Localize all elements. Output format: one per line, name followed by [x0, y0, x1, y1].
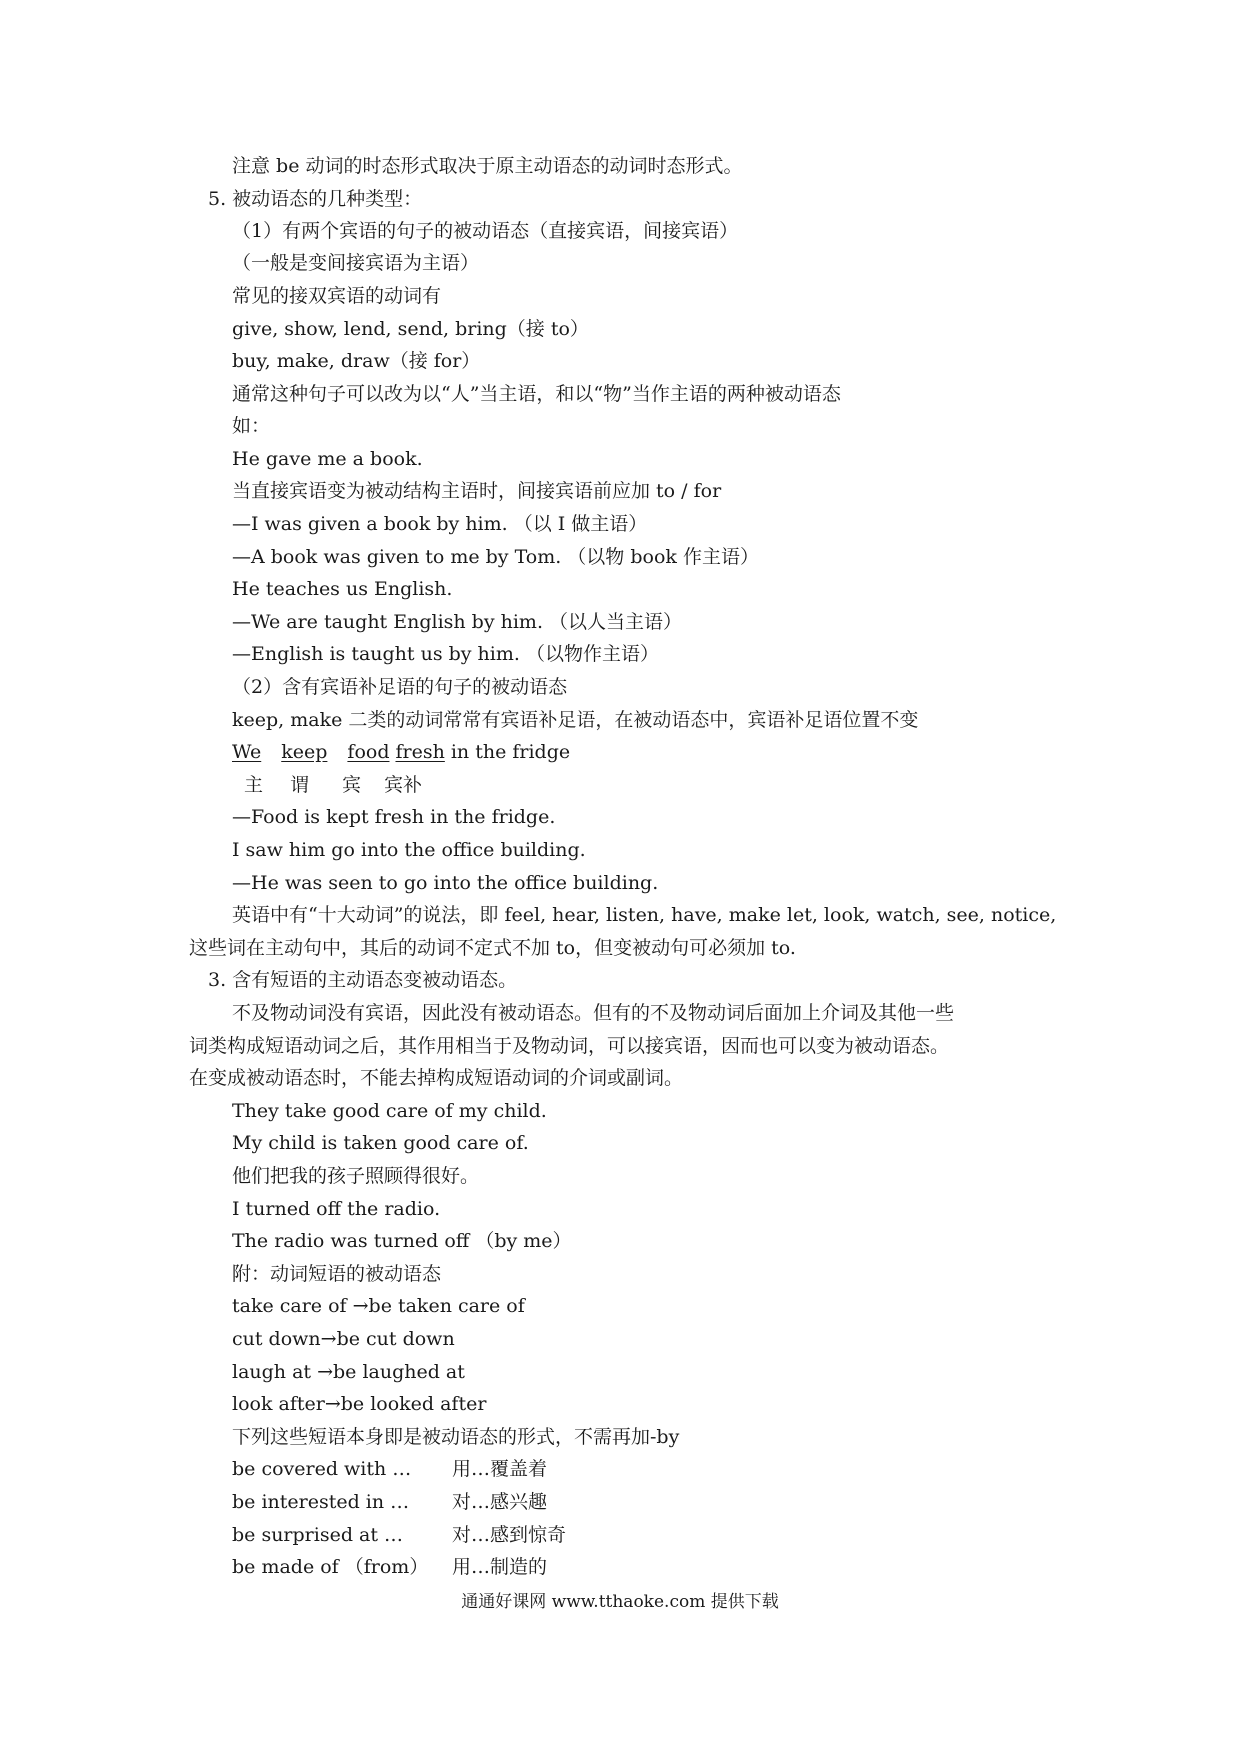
word-rest: in the fridge: [450, 741, 571, 763]
subsection-heading: （1）有两个宾语的句子的被动语态（直接宾语，间接宾语）: [232, 220, 739, 242]
subsection-heading: （2）含有宾语补足语的句子的被动语态: [232, 676, 568, 698]
example-line: They take good care of my child.: [232, 1100, 547, 1122]
phrase-zh: 对…感到惊奇: [452, 1524, 567, 1546]
section-heading: 3. 含有短语的主动语态变被动语态。: [208, 969, 518, 991]
text-line: 附：动词短语的被动语态: [232, 1263, 442, 1285]
example-line: My child is taken good care of.: [232, 1132, 529, 1154]
phrase-line: look after→be looked after: [232, 1393, 487, 1415]
example-line: —A book was given to me by Tom. （以物 book 作主语）: [232, 546, 759, 568]
text-line: 注意 be 动词的时态形式取决于原主动语态的动词时态形式。: [232, 155, 743, 177]
text-line: give, show, lend, send, bring（接 to）: [232, 318, 589, 340]
section-heading: 5. 被动语态的几种类型：: [208, 188, 423, 210]
example-line: The radio was turned off （by me）: [232, 1230, 572, 1252]
role-complement: 宾补: [384, 774, 423, 796]
phrase-zh: 对…感兴趣: [452, 1491, 548, 1513]
word-complement: fresh: [395, 741, 445, 763]
example-line: —English is taught us by him. （以物作主语）: [232, 643, 659, 665]
text-line: buy, make, draw（接 for）: [232, 350, 481, 372]
phrase-en: be made of （from）: [232, 1556, 429, 1578]
text-line: 常见的接双宾语的动词有: [232, 285, 442, 307]
text-line: 如：: [232, 415, 271, 437]
example-sentence-words: [232, 739, 570, 765]
paragraph-line: 词类构成短语动词之后，其作用相当于及物动词，可以接宾语，因而也可以变为被动语态。: [189, 1035, 950, 1057]
phrase-en: be covered with …: [232, 1458, 412, 1480]
text-line: 这些词在主动句中，其后的动词不定式不加 to，但变被动句可必须加 to.: [189, 937, 796, 959]
text-line: 当直接宾语变为被动结构主语时，间接宾语前应加 to / for: [232, 480, 722, 502]
example-line: —I was given a book by him. （以 I 做主语）: [232, 513, 648, 535]
phrase-zh: 用…制造的: [452, 1556, 548, 1578]
phrase-line: take care of →be taken care of: [232, 1295, 525, 1317]
role-subject: 主: [244, 774, 264, 796]
word-verb: keep: [281, 741, 328, 763]
example-line: He teaches us English.: [232, 578, 453, 600]
word-subject: We: [232, 741, 262, 763]
text-line: 通常这种句子可以改为以“人”当主语，和以“物”当作主语的两种被动语态: [232, 383, 841, 405]
example-line: —We are taught English by him. （以人当主语）: [232, 611, 683, 633]
paragraph-line: 在变成被动语态时，不能去掉构成短语动词的介词或副词。: [189, 1067, 684, 1089]
role-object: 宾: [342, 774, 362, 796]
phrase-zh: 用…覆盖着: [452, 1458, 548, 1480]
text-line: 下列这些短语本身即是被动语态的形式，不需再加-by: [232, 1426, 680, 1448]
example-line: —Food is kept fresh in the fridge.: [232, 806, 556, 828]
role-verb: 谓: [290, 774, 310, 796]
text-line: 英语中有“十大动词”的说法，即 feel, hear, listen, have, make let, look, watch, see, notice,: [232, 904, 1057, 926]
page-footer: 通通好课网 www.tthaoke.com 提供下载: [461, 1592, 779, 1612]
example-line: —He was seen to go into the office building.: [232, 872, 659, 894]
phrase-line: laugh at →be laughed at: [232, 1361, 465, 1383]
text-line: （一般是变间接宾语为主语）: [232, 252, 480, 274]
phrase-line: cut down→be cut down: [232, 1328, 455, 1350]
example-line: 他们把我的孩子照顾得很好。: [232, 1165, 480, 1187]
phrase-en: be interested in …: [232, 1491, 410, 1513]
paragraph-line: 不及物动词没有宾语，因此没有被动语态。但有的不及物动词后面加上介词及其他一些: [232, 1002, 955, 1024]
example-line: He gave me a book.: [232, 448, 423, 470]
text-line: keep, make 二类的动词常常有宾语补足语，在被动语态中，宾语补足语位置不变: [232, 709, 919, 731]
word-object: food: [347, 741, 390, 763]
example-line: I saw him go into the office building.: [232, 839, 586, 861]
phrase-en: be surprised at …: [232, 1524, 404, 1546]
example-line: I turned off the radio.: [232, 1198, 441, 1220]
